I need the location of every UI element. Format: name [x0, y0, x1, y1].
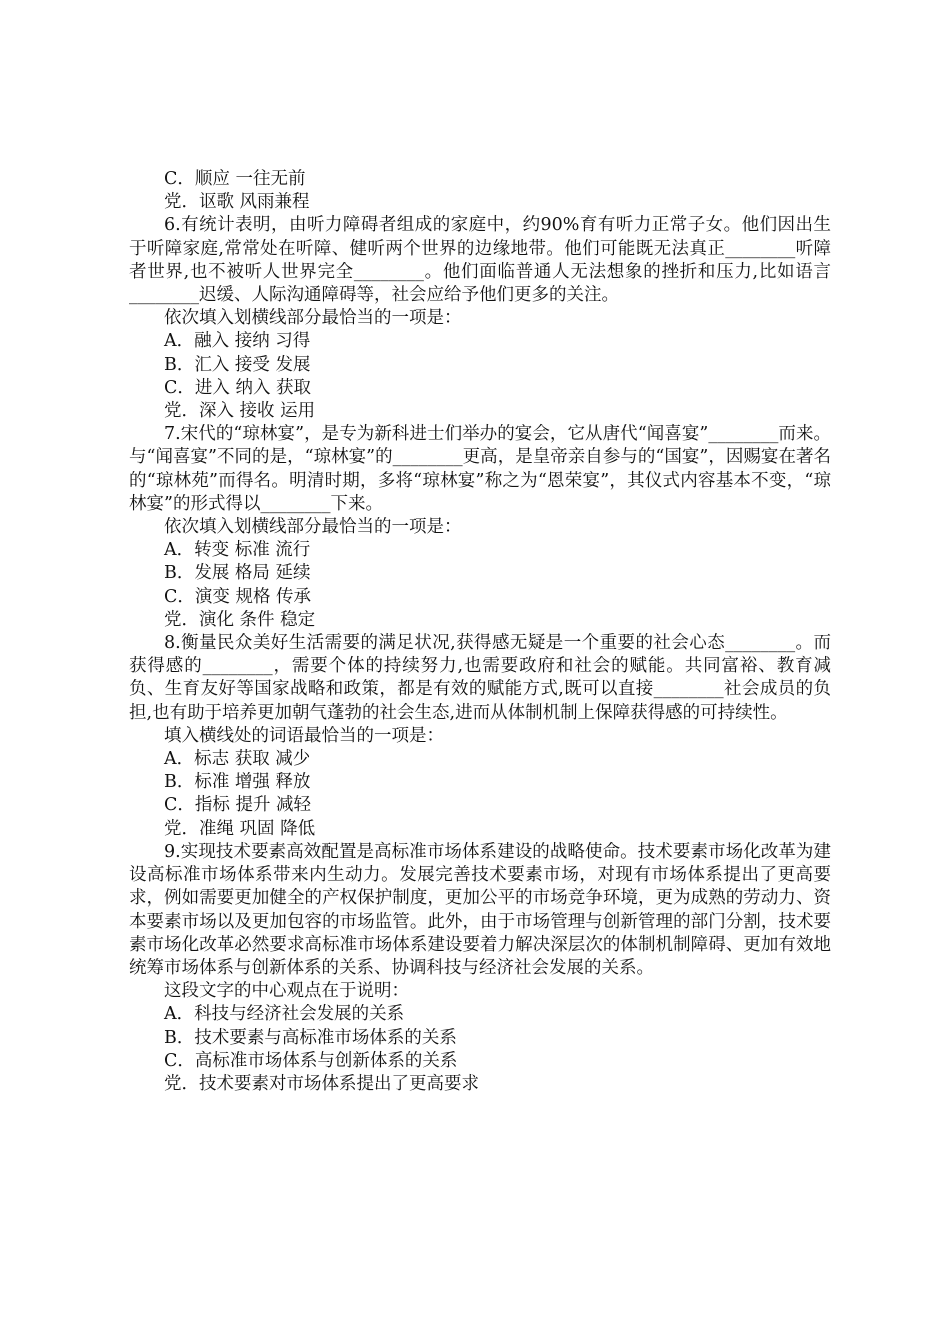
document-page: [129, 168, 831, 1096]
question-text: 6.有统计表明，由听力障碍者组成的家庭中，约90%育有听力正常子女。他们因出生于听障家庭,常常处在听障、健听两个世界的边缘地带。他们可能既无法真正________听障者世界,也不被听人世界完全________。他们面临普通人无法想象的挫折和压力,比如语言________迟缓、人际沟通障碍等，社会应给予他们更多的关注。: [129, 215, 831, 306]
option-c: C．高标准市场体系与创新体系的关系: [164, 1050, 458, 1071]
question-prompt: 依次填入划横线部分最恰当的一项是：: [164, 308, 462, 329]
question-prompt: 依次填入划横线部分最恰当的一项是：: [164, 517, 462, 538]
option-d: 党．深入 接收 运用: [164, 401, 316, 422]
option-c: C．顺应 一往无前: [164, 169, 306, 189]
option-c: C．演变 规格 传承: [164, 586, 312, 607]
option-a: A．融入 接纳 习得: [164, 331, 311, 352]
option-d: 党．演化 条件 稳定: [164, 609, 316, 630]
option-a: A．转变 标准 流行: [164, 540, 311, 561]
option-d: 党．讴歌 风雨兼程: [164, 192, 310, 213]
option-b: B．发展 格局 延续: [164, 563, 311, 584]
question-7: [129, 423, 831, 632]
question-prompt: 这段文字的中心观点在于说明：: [164, 981, 409, 1002]
question-8: [129, 632, 831, 841]
question-6: [129, 214, 831, 423]
option-a: A．标志 获取 减少: [164, 749, 311, 770]
lead-options: [129, 168, 831, 214]
option-b: B．标准 增强 释放: [164, 772, 311, 793]
option-a: A．科技与经济社会发展的关系: [164, 1004, 405, 1025]
option-b: B．技术要素与高标准市场体系的关系: [164, 1027, 457, 1048]
question-9: [129, 841, 831, 1096]
option-b: B．汇入 接受 发展: [164, 354, 311, 375]
option-c: C．进入 纳入 获取: [164, 377, 312, 398]
option-d: 党．准绳 巩固 降低: [164, 818, 316, 839]
option-d: 党．技术要素对市场体系提出了更高要求: [164, 1073, 479, 1094]
question-text: 7.宋代的“琼林宴”，是专为新科进士们举办的宴会，它从唐代“闻喜宴”________而来。与“闻喜宴”不同的是，“琼林宴”的________更高，是皇帝亲自参与的“国宴”，因赐宴在著名的“琼林苑”而得名。明清时期，多将“琼林宴”称之为“恩荣宴”，其仪式内容基本不变，“琼林宴”的形式得以________下来。: [129, 424, 831, 514]
option-c: C．指标 提升 减轻: [164, 795, 312, 816]
question-text: 8.衡量民众美好生活需要的满足状况,获得感无疑是一个重要的社会心态________。而获得感的________，需要个体的持续努力,也需要政府和社会的赋能。共同富裕、教育减负、生育友好等国家战略和政策，都是有效的赋能方式,既可以直接________社会成员的负担,也有助于培养更加朝气蓬勃的社会生态,进而从体制机制上保障获得感的可持续性。: [129, 633, 831, 723]
question-text: 9.实现技术要素高效配置是高标准市场体系建设的战略使命。技术要素市场化改革为建设高标准市场体系带来内生动力。发展完善技术要素市场，对现有市场体系提出了更高要求，例如需要更加健全的产权保护制度，更加公平的市场竞争环境，更为成熟的劳动力、资本要素市场以及更加包容的市场监管。此外，由于市场管理与创新管理的部门分割，技术要素市场化改革必然要求高标准市场体系建设要着力解决深层次的体制机制障碍、更加有效地统筹市场体系与创新体系的关系、协调科技与经济社会发展的关系。: [129, 841, 831, 978]
question-prompt: 填入横线处的词语最恰当的一项是：: [164, 725, 444, 746]
